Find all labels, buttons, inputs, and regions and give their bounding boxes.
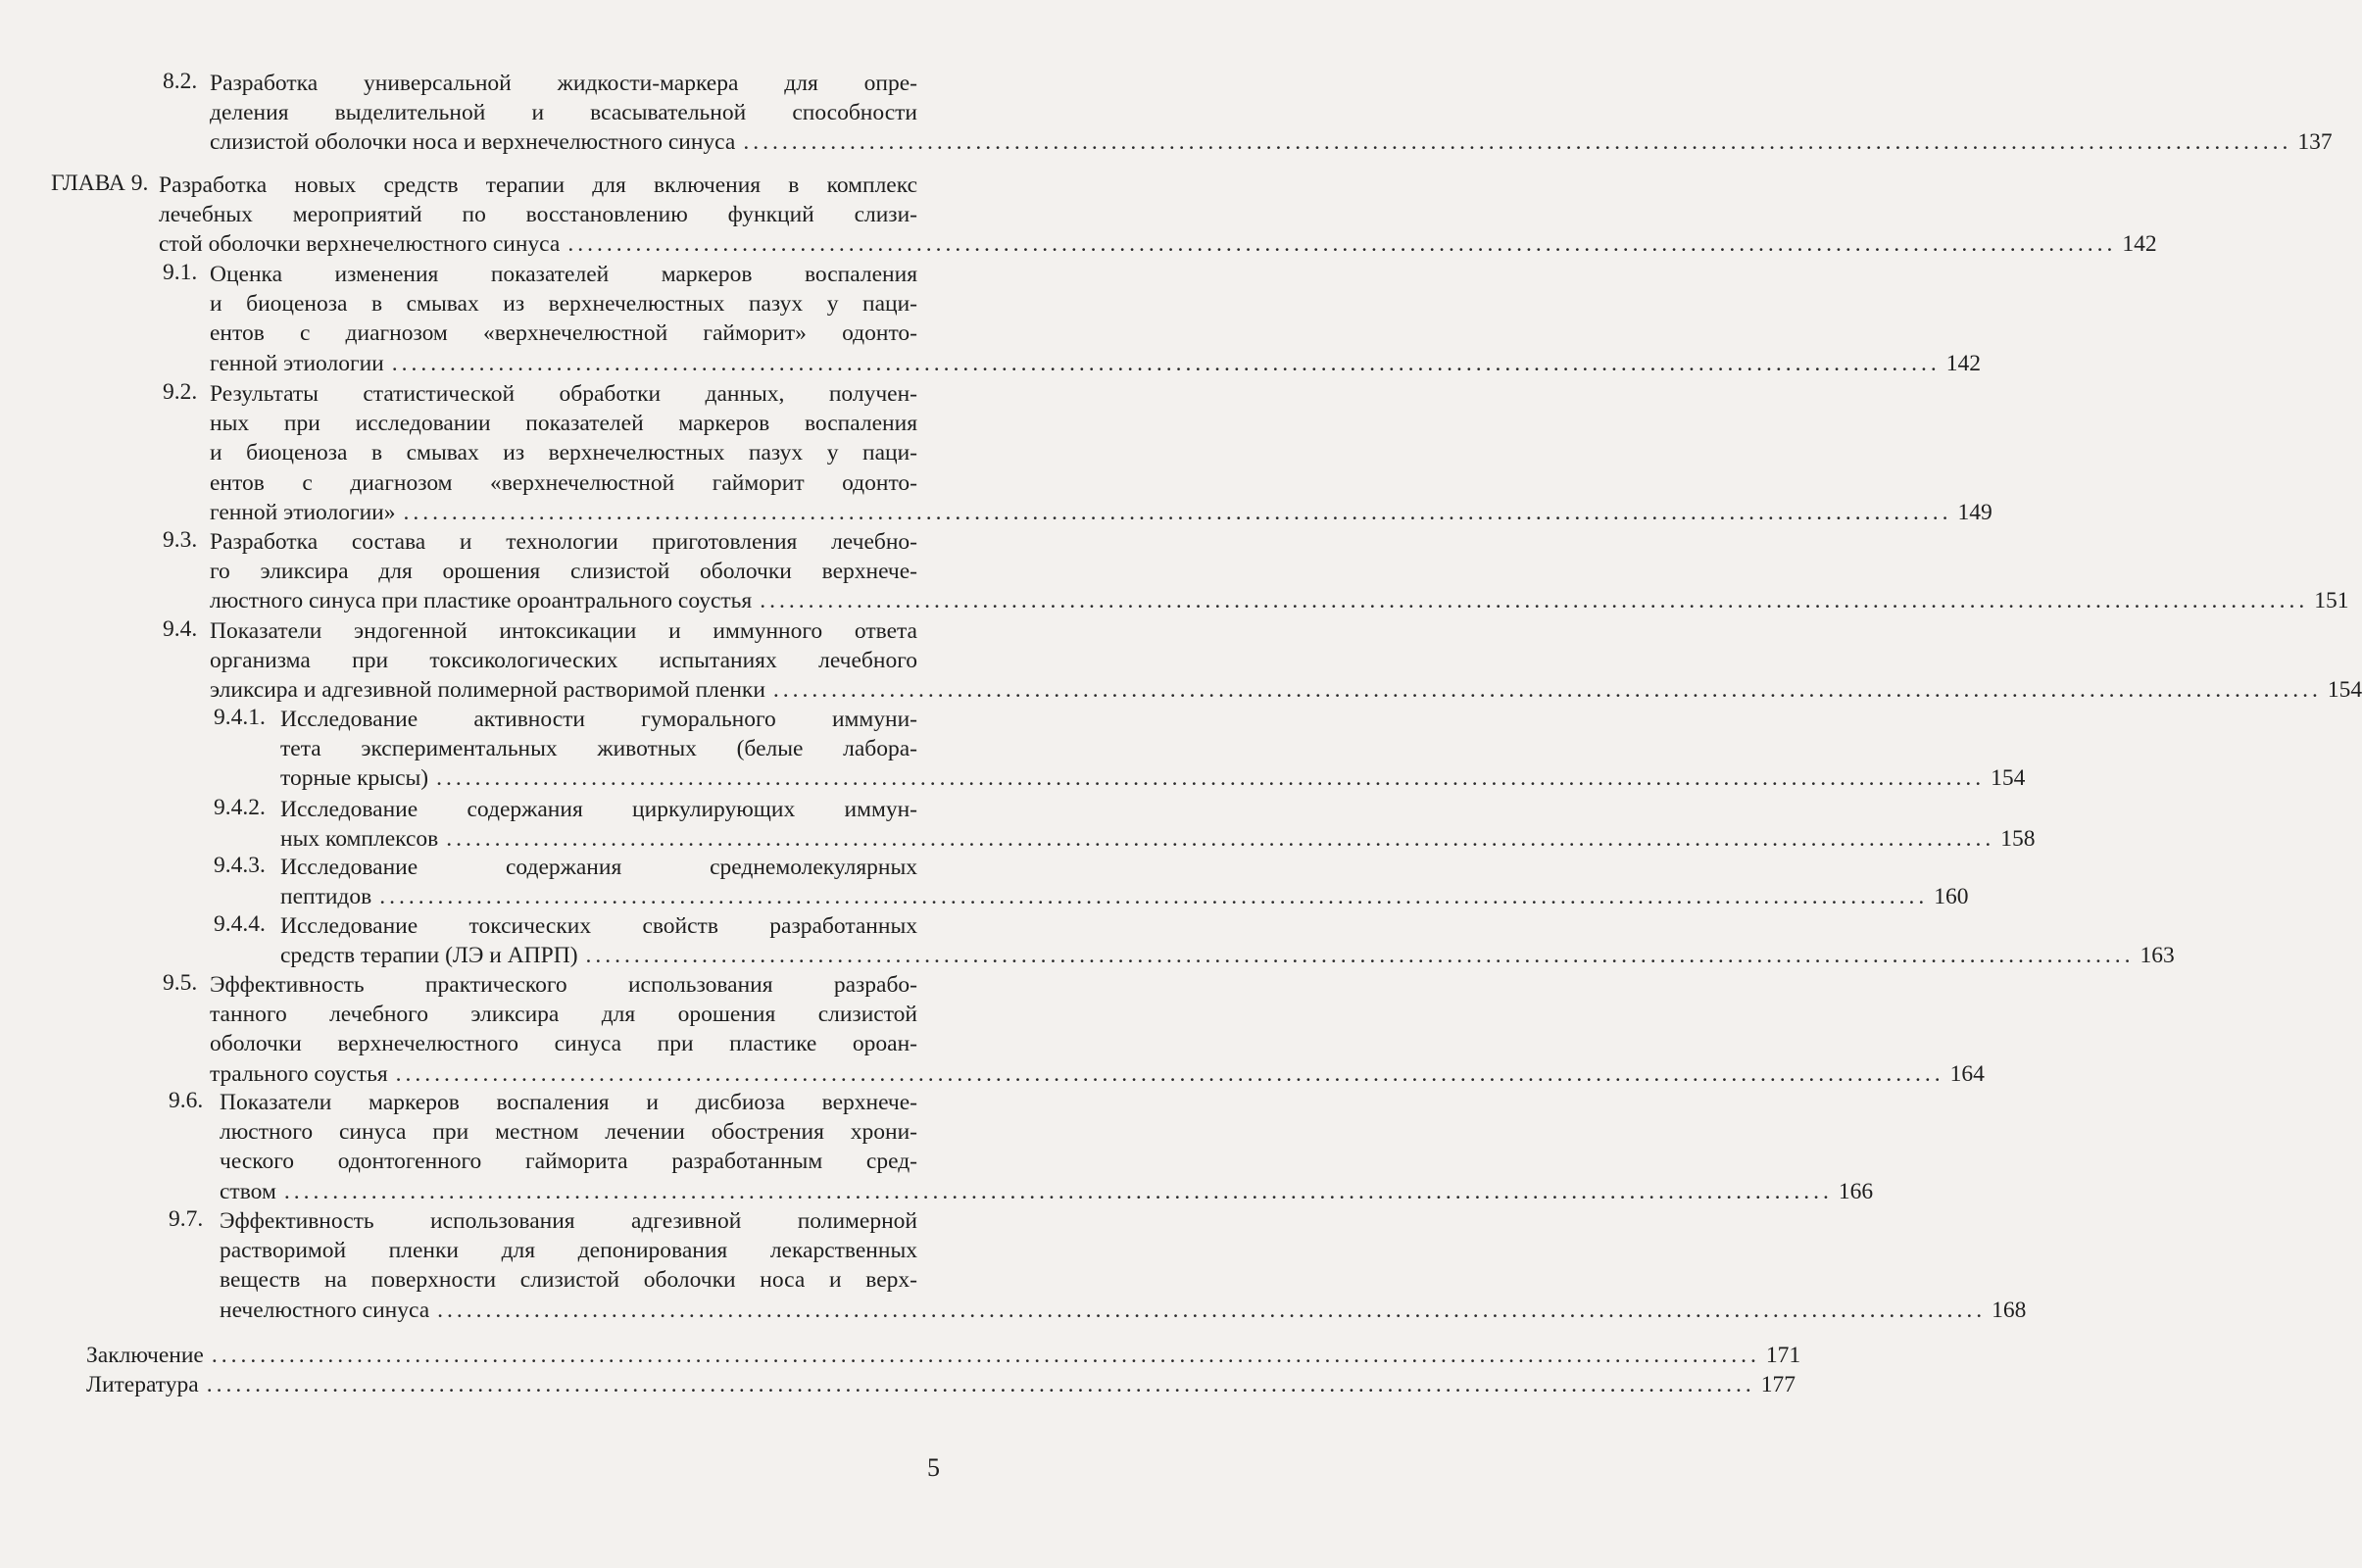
toc-entry-line: люстного синуса при местном лечении обострения хрони- bbox=[220, 1119, 917, 1146]
toc-entry-line: ных комплексов bbox=[280, 826, 439, 853]
toc-entry-line: деления выделительной и всасывательной способности bbox=[210, 100, 917, 126]
toc-entry-line: танного лечебного эликсира для орошения слизистой bbox=[210, 1002, 917, 1028]
toc-entry-number: 9.3. bbox=[163, 527, 198, 553]
dot-leader: ................................................................................................................................................................ bbox=[379, 884, 1929, 910]
dot-leader: ................................................................................................................................................................ bbox=[391, 350, 1941, 376]
toc-entry-line: Эффективность практического использования разрабо- bbox=[210, 972, 917, 998]
dot-leader: ................................................................................................................................................................ bbox=[760, 588, 2309, 614]
toc-entry-line: средств терапии (ЛЭ и АПРП) bbox=[280, 943, 578, 969]
toc-page-ref: 160 bbox=[1934, 884, 1969, 910]
toc-page-ref: 149 bbox=[1957, 499, 1993, 525]
dot-leader: ................................................................................................................................................................ bbox=[446, 826, 1995, 853]
dot-leader: ................................................................................................................................................................ bbox=[772, 677, 2322, 704]
toc-page-ref: 151 bbox=[2314, 588, 2349, 614]
toc-entry-line: ством bbox=[220, 1178, 276, 1204]
toc-entry-line: Разработка универсальной жидкости-маркера для опре- bbox=[210, 71, 917, 96]
toc-entry-line: ентов с диагнозом «верхнечелюстной гайморит» одонто- bbox=[210, 320, 917, 347]
toc-entry-line: Показатели маркеров воспаления и дисбиоза верхнече- bbox=[220, 1090, 917, 1115]
toc-entry-line: торные крысы) bbox=[280, 765, 429, 792]
toc-page-ref: 154 bbox=[1991, 765, 2026, 792]
toc-page-ref: 154 bbox=[2327, 677, 2362, 704]
toc-page-ref: 163 bbox=[2140, 943, 2175, 969]
toc-entry-number: 9.4.3. bbox=[214, 853, 266, 878]
toc-entry-number: 8.2. bbox=[163, 69, 198, 94]
toc-page-ref: 142 bbox=[2122, 231, 2157, 258]
toc-entry-number: 9.6. bbox=[169, 1088, 204, 1113]
toc-entry-line: Разработка состава и технологии приготовления лечебно- bbox=[210, 529, 917, 555]
toc-entry-line: генной этиологии» bbox=[210, 499, 396, 525]
toc-page-ref: 171 bbox=[1765, 1343, 1801, 1368]
dot-leader: ................................................................................................................................................................ bbox=[283, 1178, 1833, 1204]
toc-entry-line: эликсира и адгезивной полимерной растворимой пленки bbox=[210, 677, 765, 704]
toc-entry-line: Литература bbox=[86, 1372, 199, 1397]
toc-entry-line: Результаты статистической обработки данных, получен- bbox=[210, 381, 917, 407]
toc-entry-line: слизистой оболочки носа и верхнечелюстного синуса bbox=[210, 129, 736, 156]
toc-entry-number: 9.4. bbox=[163, 616, 198, 642]
page-number: 5 bbox=[927, 1453, 940, 1482]
toc-entry-line: веществ на поверхности слизистой оболочки носа и верх- bbox=[220, 1267, 917, 1294]
toc-entry-line: Исследование содержания среднемолекулярных bbox=[280, 855, 917, 880]
dot-leader: ................................................................................................................................................................ bbox=[403, 499, 1952, 525]
toc-entry-line: тета экспериментальных животных (белые лабора- bbox=[280, 736, 917, 762]
dot-leader: ................................................................................................................................................................ bbox=[437, 1297, 1987, 1323]
toc-entry-number: 9.1. bbox=[163, 260, 198, 285]
dot-leader: ................................................................................................................................................................ bbox=[585, 943, 2135, 969]
toc-page-ref: 137 bbox=[2297, 129, 2333, 156]
toc-entry-line: генной этиологии bbox=[210, 350, 384, 376]
toc-entry-line: стой оболочки верхнечелюстного синуса bbox=[159, 231, 561, 258]
toc-entry-line: люстного синуса при пластике ороантрального соустья bbox=[210, 588, 753, 614]
toc-entry-line: трального соустья bbox=[210, 1060, 388, 1087]
toc-entry-line: и биоценоза в смывах из верхнечелюстных пазух у паци- bbox=[210, 291, 917, 318]
dot-leader: ................................................................................................................................................................ bbox=[436, 765, 1986, 792]
toc-entry-line: Разработка новых средств терапии для включения в комплекс bbox=[159, 172, 917, 198]
toc-entry-line: ных при исследовании показателей маркеров воспаления bbox=[210, 411, 917, 437]
toc-entry-number: 9.7. bbox=[169, 1206, 204, 1232]
toc-page-ref: 142 bbox=[1945, 350, 1982, 376]
toc-entry-number: 9.4.2. bbox=[214, 795, 266, 820]
toc-entry-line: Исследование токсических свойств разработанных bbox=[280, 913, 917, 939]
toc-page-ref: 177 bbox=[1760, 1372, 1796, 1397]
toc-entry-line: ческого одонтогенного гайморита разработанным сред- bbox=[220, 1149, 917, 1175]
toc-page-ref: 158 bbox=[2000, 826, 2036, 853]
toc-entry-line: оболочки верхнечелюстного синуса при пластике ороан- bbox=[210, 1031, 917, 1057]
toc-entry-line: нечелюстного синуса bbox=[220, 1297, 430, 1323]
toc-entry-line: го эликсира для орошения слизистой оболочки верхнече- bbox=[210, 559, 917, 585]
dot-leader: ................................................................................................................................................................ bbox=[206, 1372, 1755, 1397]
toc-entry-line: Исследование содержания циркулирующих иммун- bbox=[280, 797, 917, 822]
toc-entry-line: организма при токсикологических испытаниях лечебного bbox=[210, 648, 917, 674]
dot-leader: ................................................................................................................................................................ bbox=[567, 231, 2117, 258]
toc-entry-line: Исследование активности гуморального иммуни- bbox=[280, 707, 917, 732]
toc-page-ref: 166 bbox=[1838, 1178, 1874, 1204]
toc-entry-number: 9.2. bbox=[163, 379, 198, 405]
toc-page-ref: 164 bbox=[1949, 1060, 1985, 1087]
toc-entry-line: Оценка изменения показателей маркеров воспаления bbox=[210, 262, 917, 287]
toc-entry-number: 9.4.4. bbox=[214, 911, 266, 937]
toc-entry-line: Показатели эндогенной интоксикации и иммунного ответа bbox=[210, 618, 917, 644]
toc-entry-line: пептидов bbox=[280, 884, 372, 910]
toc-entry-line: лечебных мероприятий по восстановлению функций слизи- bbox=[159, 202, 917, 228]
toc-page-ref: 168 bbox=[1992, 1297, 2027, 1323]
dot-leader: ................................................................................................................................................................ bbox=[743, 129, 2292, 156]
toc-entry-number: ГЛАВА 9. bbox=[51, 171, 149, 196]
toc-entry-line: Эффективность использования адгезивной полимерной bbox=[220, 1208, 917, 1234]
toc-entry-line: ентов с диагнозом «верхнечелюстной гайморит одонто- bbox=[210, 469, 917, 496]
dot-leader: ................................................................................................................................................................ bbox=[395, 1060, 1944, 1087]
toc-entry-line: и биоценоза в смывах из верхнечелюстных пазух у паци- bbox=[210, 440, 917, 466]
toc-entry-line: Заключение bbox=[86, 1343, 204, 1368]
toc-entry-number: 9.5. bbox=[163, 970, 198, 996]
dot-leader: ................................................................................................................................................................ bbox=[211, 1343, 1760, 1368]
toc-entry-line: растворимой пленки для депонирования лекарственных bbox=[220, 1238, 917, 1264]
toc-entry-number: 9.4.1. bbox=[214, 705, 266, 730]
